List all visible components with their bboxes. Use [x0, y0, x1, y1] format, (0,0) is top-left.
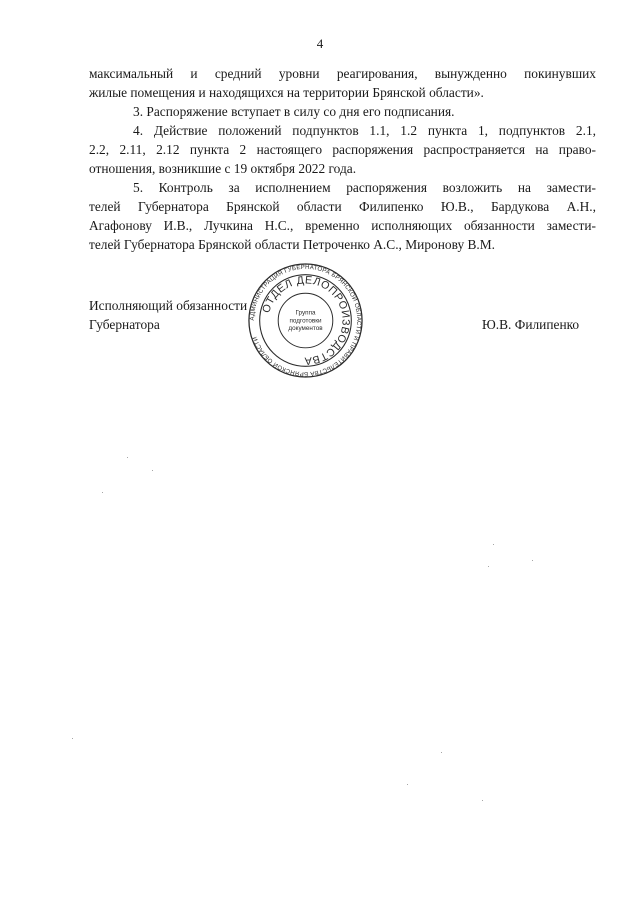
signature-position-line1: Исполняющий обязанности [89, 298, 248, 313]
scan-speck [127, 457, 128, 458]
scan-speck [532, 560, 533, 561]
body-line-9: Агафонову И.В., Лучкина Н.С., временно исполняющих обязанности замести- [89, 218, 596, 233]
scan-speck [72, 738, 73, 739]
official-stamp [247, 262, 364, 379]
body-line-2: жилые помещения и находящихся на территории Брянской области». [89, 85, 484, 100]
stamp-center-line-3: документов [288, 325, 323, 333]
body-line-7: 5. Контроль за исполнением распоряжения возложить на замести- [133, 180, 596, 195]
scan-speck [152, 470, 153, 471]
scan-speck [488, 566, 489, 567]
scan-speck [493, 544, 494, 545]
body-line-5: 2.2, 2.11, 2.12 пункта 2 настоящего распоряжения распространяется на право- [89, 142, 596, 157]
body-line-6: отношения, возникшие с 19 октября 2022 года. [89, 161, 357, 176]
scan-speck [441, 752, 442, 753]
signature-name: Ю.В. Филипенко [482, 317, 580, 332]
stamp-inner-text: ОТДЕЛ ДЕЛОПРОИЗВОДСТВА [260, 274, 352, 367]
body-line-3: 3. Распоряжение вступает в силу со дня его подписания. [133, 104, 455, 119]
scan-speck [407, 784, 408, 785]
stamp-outer-text: АДМИНИСТРАЦИЯ ГУБЕРНАТОРА БРЯНСКОЙ ОБЛАСТИ И ПРАВИТЕЛЬСТВА БРЯНСКОЙ ОБЛАСТИ [249, 264, 362, 377]
page-number: 4 [316, 36, 324, 51]
scan-speck [102, 492, 103, 493]
signature-position-line2: Губернатора [89, 317, 160, 332]
body-line-1: максимальный и средний уровни реагирования, вынужденно покинувших [89, 66, 596, 81]
body-line-10: телей Губернатора Брянской области Петроченко А.С., Миронову В.М. [89, 237, 496, 252]
stamp-center-line-2: подготовки [289, 317, 322, 325]
scan-speck [482, 800, 483, 801]
stamp-center-line-1: Группа [295, 309, 316, 317]
body-line-4: 4. Действие положений подпунктов 1.1, 1.2 пункта 1, подпунктов 2.1, [133, 123, 596, 138]
body-line-8: телей Губернатора Брянской области Филипенко Ю.В., Бардукова А.Н., [89, 199, 596, 214]
